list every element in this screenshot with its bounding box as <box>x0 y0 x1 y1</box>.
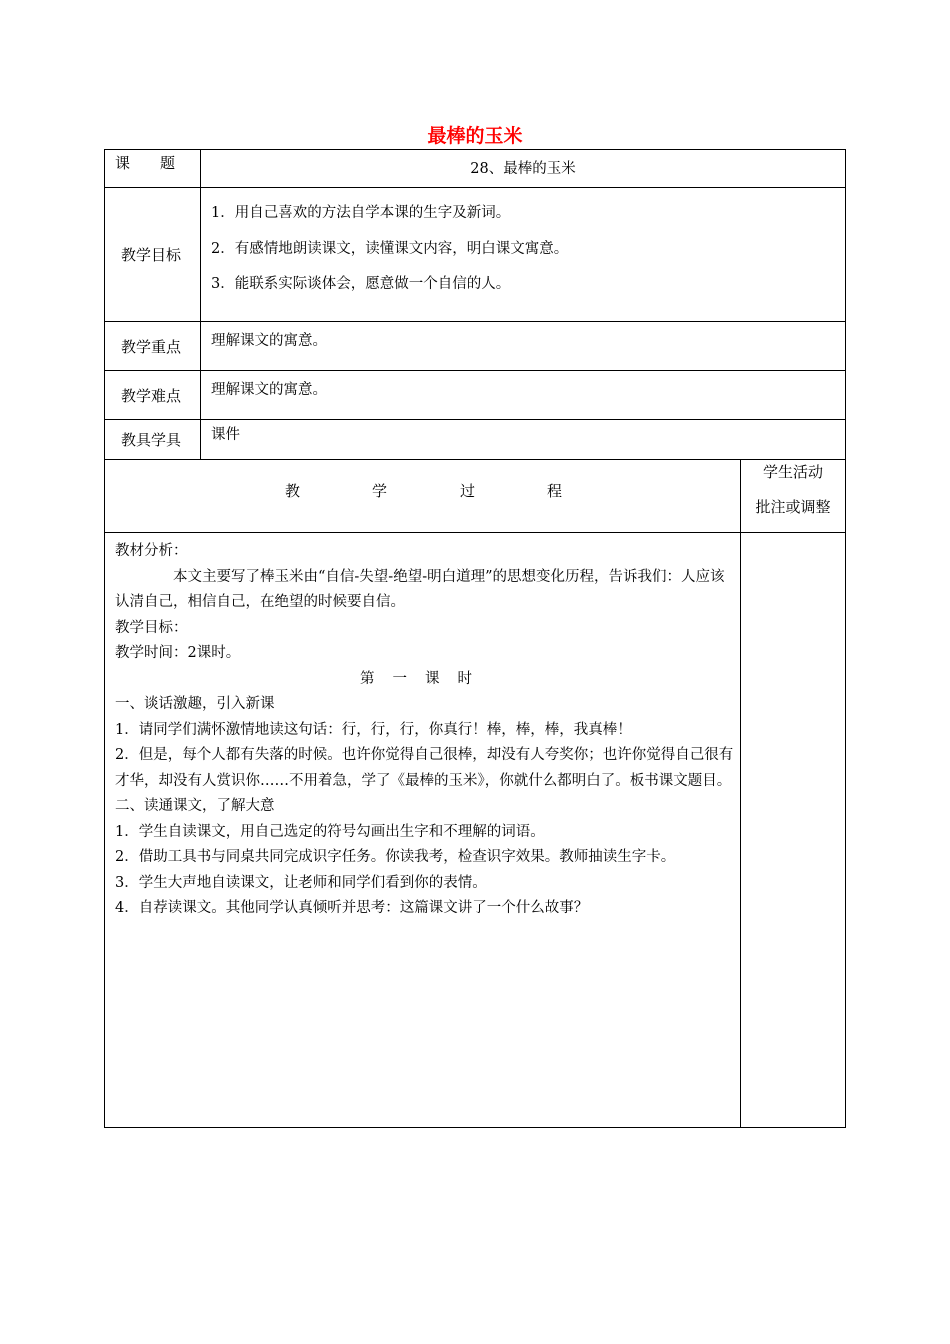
objectives-cell <box>200 187 846 322</box>
process-content <box>115 539 735 922</box>
side-header-cell <box>740 459 846 533</box>
section-title: 二、读通课文，了解大意 <box>115 798 275 814</box>
topic-value-cell <box>200 149 846 188</box>
tools-value: 课件 <box>211 427 240 443</box>
student-activity-label: 学生活动 <box>762 463 823 481</box>
process-header-char: 教 <box>285 482 301 500</box>
topic-label-cell <box>104 149 201 188</box>
tools-label-cell <box>104 419 201 460</box>
process-header-char: 程 <box>547 482 563 500</box>
topic-value: 28、最棒的玉米 <box>470 161 576 177</box>
section-item: 3．学生大声地自读课文，让老师和同学们看到你的表情。 <box>115 874 487 891</box>
objective-item: 3．能联系实际谈体会，愿意做一个自信的人。 <box>211 276 511 292</box>
section-item: 4．自荐读课文。其他同学认真倾听并思考：这篇课文讲了一个什么故事？ <box>115 900 589 916</box>
key-point-label: 教学重点 <box>121 338 182 356</box>
objectives-label-cell <box>104 187 201 322</box>
process-header-char: 过 <box>460 482 476 500</box>
topic-label: 课 题 <box>115 154 176 172</box>
difficulty-value: 理解课文的寓意。 <box>211 382 327 398</box>
key-point-value: 理解课文的寓意。 <box>211 333 327 349</box>
analysis-label: 教材分析： <box>115 543 188 559</box>
objectives-label: 教学目标 <box>121 246 182 264</box>
section-item: 1．学生自读课文，用自己选定的符号勾画出生字和不理解的词语。 <box>115 823 545 840</box>
objective-item: 1．用自己喜欢的方法自学本课的生字及新词。 <box>211 205 511 221</box>
process-header-char: 学 <box>372 482 388 500</box>
annotation-label: 批注或调整 <box>755 498 831 516</box>
key-point-cell <box>200 321 846 371</box>
tools-cell <box>200 419 846 460</box>
analysis-text: 本文主要写了棒玉米由“自信-失望-绝望-明白道理”的思想变化历程，告诉我们：人应该认清自己，相信自己，在绝望的时候要自信。 <box>115 568 725 610</box>
difficulty-label: 教学难点 <box>121 387 182 405</box>
goal-label: 教学目标： <box>115 619 188 636</box>
difficulty-cell <box>200 370 846 420</box>
section-item: 2．但是，每个人都有失落的时候。也许你觉得自己很棒，却没有人夸奖你；也许你觉得自己很有才华，却没有人赏识你……不用着急，学了《最棒的玉米》，你就什么都明白了。板书课文题目。 <box>115 747 734 789</box>
objective-item: 2．有感情地朗读课文，读懂课文内容，明白课文寓意。 <box>211 241 569 257</box>
process-header-cell <box>104 459 741 533</box>
section-item: 1．请同学们满怀激情地读这句话：行，行，行，你真行！棒，棒，棒，我真棒！ <box>115 721 632 738</box>
key-point-label-cell <box>104 321 201 371</box>
document-title: 最棒的玉米 <box>427 125 523 147</box>
first-period-heading: 第一课时 <box>360 670 490 687</box>
section-item: 2．借助工具书与同桌共同完成识字任务。你读我考，检查识字效果。教师抽读生字卡。 <box>115 849 676 865</box>
section-title: 一、谈话激趣，引入新课 <box>115 696 275 712</box>
process-body-cell <box>104 532 741 1128</box>
difficulty-label-cell <box>104 370 201 420</box>
tools-label: 教具学具 <box>121 431 182 449</box>
time-text: 教学时间：2课时。 <box>115 645 241 661</box>
annotation-column-cell <box>740 532 846 1128</box>
